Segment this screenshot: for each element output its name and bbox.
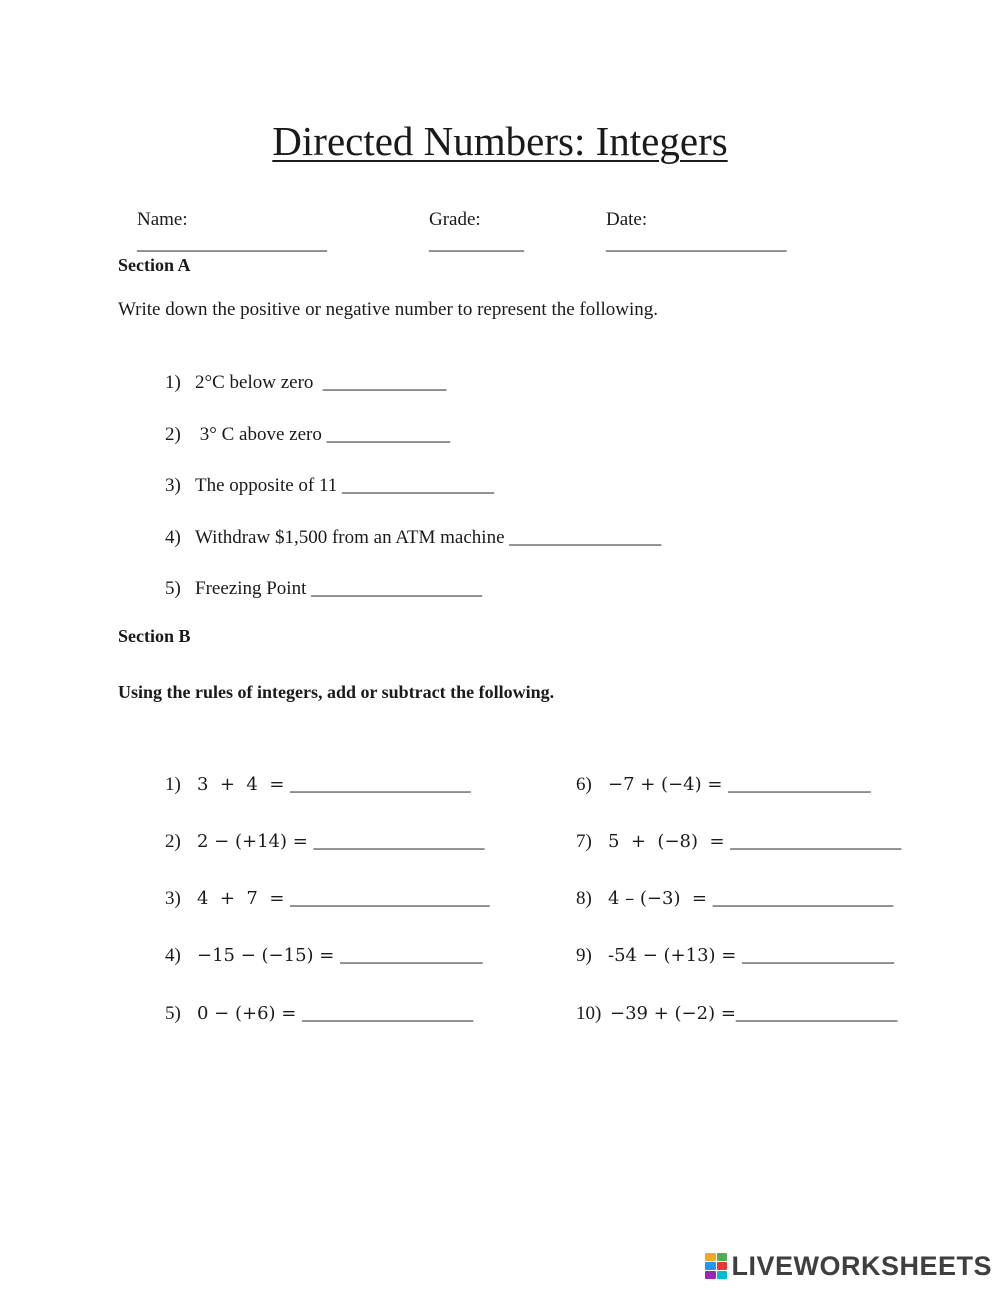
logo-square	[717, 1253, 728, 1261]
question-number: 4)	[165, 527, 181, 548]
section-b-instruction: Using the rules of integers, add or subtract the following.	[118, 682, 555, 702]
logo-square	[717, 1271, 728, 1279]
grade-blank[interactable]: __________	[429, 233, 524, 254]
question-expression: −15 − (−15) =	[197, 945, 341, 966]
question-number: 6)	[576, 774, 592, 795]
answer-blank[interactable]: _________________	[735, 1003, 898, 1024]
liveworksheets-logo	[705, 1249, 992, 1283]
answer-blank[interactable]: _______________	[728, 774, 871, 795]
section-a-instruction: Write down the positive or negative number to represent the following.	[118, 299, 659, 320]
question-text: 2°C below zero	[195, 372, 323, 393]
logo-square	[705, 1271, 716, 1279]
question-number: 9)	[576, 945, 592, 966]
question-expression: 2 − (+14) =	[197, 831, 314, 852]
question-number: 3)	[165, 475, 181, 496]
section-b-question	[146, 978, 473, 1050]
logo-square	[705, 1262, 716, 1270]
question-text: The opposite of 11	[195, 475, 343, 496]
answer-blank[interactable]: __________________	[311, 578, 483, 599]
question-expression: -54 − (+13) =	[608, 945, 743, 966]
answer-blank[interactable]: __________________	[302, 1003, 474, 1024]
logo-mark-icon	[705, 1253, 727, 1279]
answer-blank[interactable]: ________________	[742, 945, 895, 966]
question-number: 2)	[165, 831, 181, 852]
name-label: Name:	[137, 209, 188, 230]
question-number: 5)	[165, 578, 181, 599]
question-text: Withdraw $1,500 from an ATM machine	[195, 527, 510, 548]
question-expression: 3 + 4 =	[197, 774, 291, 795]
answer-blank[interactable]: ___________________	[290, 774, 471, 795]
answer-blank[interactable]: _____________________	[290, 888, 490, 909]
question-expression: 4 – (−3) =	[608, 888, 713, 909]
question-number: 8)	[576, 888, 592, 909]
logo-square	[717, 1262, 728, 1270]
date-field	[587, 184, 787, 280]
answer-blank[interactable]: _____________	[322, 372, 447, 393]
question-expression: 4 + 7 =	[197, 888, 291, 909]
logo-square	[705, 1253, 716, 1261]
answer-blank[interactable]: _______________	[340, 945, 483, 966]
answer-blank[interactable]: __________________	[313, 831, 485, 852]
date-blank[interactable]: ___________________	[606, 233, 787, 254]
section-a-question	[146, 553, 482, 625]
question-number: 1)	[165, 372, 181, 393]
question-number: 1)	[165, 774, 181, 795]
logo-text: LIVEWORKSHEETS	[731, 1250, 992, 1281]
question-expression: −7 + (−4) =	[608, 774, 729, 795]
section-a-title: Section A	[118, 255, 191, 275]
question-number: 5)	[165, 1003, 181, 1024]
date-label: Date:	[606, 209, 648, 230]
question-number: 4)	[165, 945, 181, 966]
question-expression: 0 − (+6) =	[197, 1003, 303, 1024]
grade-field	[410, 184, 524, 280]
page-title: Directed Numbers: Integers	[272, 118, 728, 164]
question-number: 3)	[165, 888, 181, 909]
answer-blank[interactable]: __________________	[730, 831, 902, 852]
section-b-question	[557, 978, 897, 1050]
question-text: 3° C above zero	[195, 424, 327, 445]
name-blank[interactable]: ____________________	[137, 233, 327, 254]
answer-blank[interactable]: ___________________	[712, 888, 894, 909]
question-number: 7)	[576, 831, 592, 852]
question-number: 10)	[576, 1003, 602, 1024]
question-text: Freezing Point	[195, 578, 312, 599]
section-b-title: Section B	[118, 626, 191, 646]
question-expression: −39 + (−2) =	[610, 1003, 736, 1024]
grade-label: Grade:	[429, 209, 481, 230]
answer-blank[interactable]: ________________	[342, 475, 495, 496]
question-number: 2)	[165, 424, 181, 445]
answer-blank[interactable]: ________________	[509, 527, 662, 548]
answer-blank[interactable]: _____________	[326, 424, 451, 445]
question-expression: 5 + (−8) =	[608, 831, 731, 852]
